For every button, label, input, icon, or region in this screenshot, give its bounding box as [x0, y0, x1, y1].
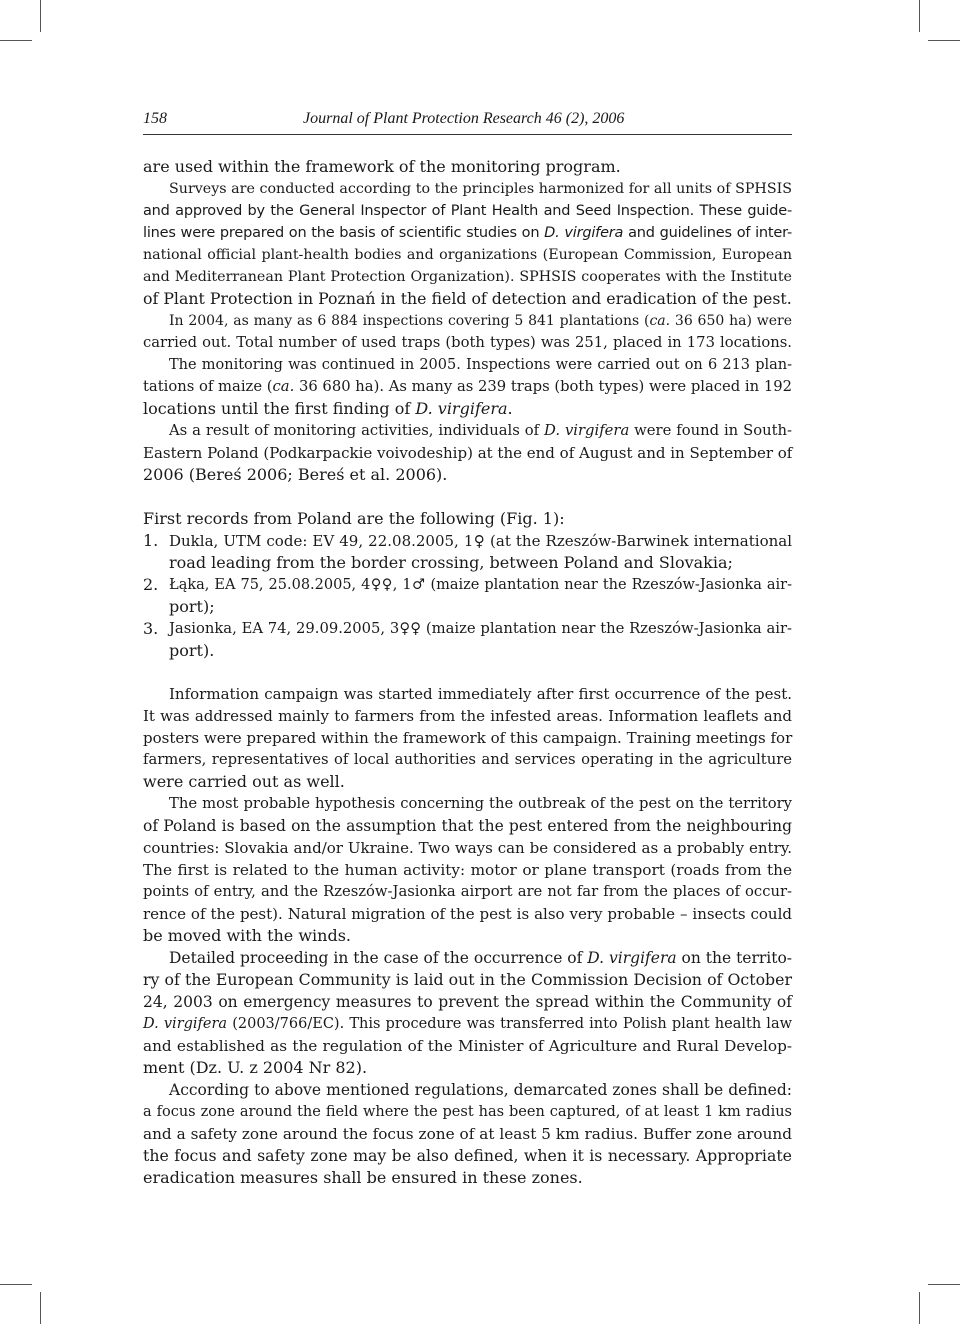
text-line: be moved with the winds.	[143, 926, 352, 945]
crop-mark	[928, 40, 960, 41]
text-line: tations of maize (ca. 36 680 ha). As many as 239 traps (both types) were placed in 192	[143, 378, 792, 395]
text-line: rence of the pest). Natural migration of the pest is also very probable – insects could	[143, 905, 792, 923]
page-number: 158	[143, 110, 167, 127]
crop-mark	[0, 40, 32, 41]
crop-mark	[919, 1292, 920, 1324]
text-line: carried out. Total number of used traps (both types) was 251, placed in 173 locations.	[143, 334, 792, 351]
text-line: In 2004, as many as 6 884 inspections covering 5 841 plantations (ca. 36 650 ha) were	[169, 313, 792, 329]
crop-mark	[40, 1292, 41, 1324]
text-line: and established as the regulation of the Minister of Agriculture and Rural Develop-	[143, 1037, 792, 1055]
text-line: The most probable hypothesis concerning the outbreak of the pest on the territory	[169, 795, 792, 812]
text-line: national official plant-health bodies and organizations (European Commission, European	[143, 247, 792, 263]
text-line: locations until the first finding of D. virgifera.	[143, 399, 513, 418]
text-line: As a result of monitoring activities, individuals of D. virgifera were found in South-	[169, 422, 792, 439]
record-line: port);	[169, 597, 215, 616]
text-line: Eastern Poland (Podkarpackie voivodeship) at the end of August and in September of	[143, 444, 793, 462]
text-line: The monitoring was continued in 2005. Inspections were carried out on 6 213 plan-	[169, 357, 792, 373]
record-number: 3.	[143, 619, 159, 638]
text-line: ment (Dz. U. z 2004 Nr 82).	[143, 1058, 368, 1077]
text-line: ry of the European Community is laid out in the Commission Decision of October	[143, 970, 792, 989]
text-line: points of entry, and the Rzeszów-Jasionka airport are not far from the places of occur-	[143, 883, 792, 900]
text-line: are used within the framework of the monitoring program.	[143, 157, 621, 176]
text-line: were carried out as well.	[143, 772, 345, 791]
text-line: 2006 (Bereś 2006; Bereś et al. 2006).	[143, 465, 448, 484]
text-line: and a safety zone around the focus zone of at least 5 km radius. Buffer zone around	[143, 1125, 792, 1143]
record-line: Jasionka, EA 74, 29.09.2005, 3♀♀ (maize plantation near the Rzeszów-Jasionka air-	[169, 620, 792, 637]
crop-mark	[40, 0, 41, 32]
record-line: road leading from the border crossing, between Poland and Slovakia;	[169, 553, 733, 572]
text-line: Information campaign was started immediately after first occurrence of the pest.	[169, 685, 792, 703]
text-line: D. virgifera (2003/766/EC). This procedure was transferred into Polish plant health law	[143, 1016, 793, 1032]
record-line: Łąka, EA 75, 25.08.2005, 4♀♀, 1♂ (maize plantation near the Rzeszów-Jasionka air-	[169, 577, 792, 593]
text-line: of Plant Protection in Poznań in the field of detection and eradication of the pest.	[143, 289, 792, 308]
record-number: 2.	[143, 575, 159, 594]
text-line: the focus and safety zone may be also defined, when it is necessary. Appropriate	[143, 1146, 792, 1165]
text-line: 24, 2003 on emergency measures to prevent the spread within the Community of	[143, 993, 792, 1011]
crop-mark	[0, 1284, 32, 1285]
text-line: The first is related to the human activity: motor or plane transport (roads from the	[143, 861, 792, 879]
journal-title: Journal of Plant Protection Research 46 (2), 2006	[303, 110, 625, 127]
text-line: eradication measures shall be ensured in these zones.	[143, 1168, 583, 1187]
text-line: of Poland is based on the assumption that the pest entered from the neighbouring	[143, 817, 792, 835]
crop-mark	[919, 0, 920, 32]
text-line: According to above mentioned regulations, demarcated zones shall be defined:	[169, 1081, 792, 1099]
record-line: port).	[169, 641, 215, 660]
text-line: a focus zone around the field where the pest has been captured, of at least 1 km radius	[143, 1104, 792, 1120]
text-line: and Mediterranean Plant Protection Organization). SPHSIS cooperates with the Institute	[143, 269, 792, 285]
record-line: Dukla, UTM code: EV 49, 22.08.2005, 1♀ (at the Rzeszów-Barwinek international	[169, 532, 792, 550]
text-line: Detailed proceeding in the case of the occurrence of D. virgifera on the territo-	[169, 949, 793, 967]
text-line: lines were prepared on the basis of scientific studies on D. virgifera and guidelines of inter-	[143, 225, 792, 241]
running-header	[143, 108, 792, 135]
text-line: posters were prepared within the framework of this campaign. Training meetings for	[143, 729, 793, 747]
record-number: 1.	[143, 531, 159, 550]
records-intro: First records from Poland are the following (Fig. 1):	[143, 509, 565, 528]
text-line: Surveys are conducted according to the principles harmonized for all units of SPHSIS	[169, 181, 792, 197]
text-line: and approved by the General Inspector of Plant Health and Seed Inspection. These guide-	[143, 203, 792, 219]
text-line: farmers, representatives of local authorities and services operating in the agriculture	[143, 751, 792, 768]
text-line: countries: Slovakia and/or Ukraine. Two ways can be considered as a probably entry.	[143, 839, 792, 857]
text-line: It was addressed mainly to farmers from the infested areas. Information leaflets and	[143, 707, 792, 725]
crop-mark	[928, 1284, 960, 1285]
